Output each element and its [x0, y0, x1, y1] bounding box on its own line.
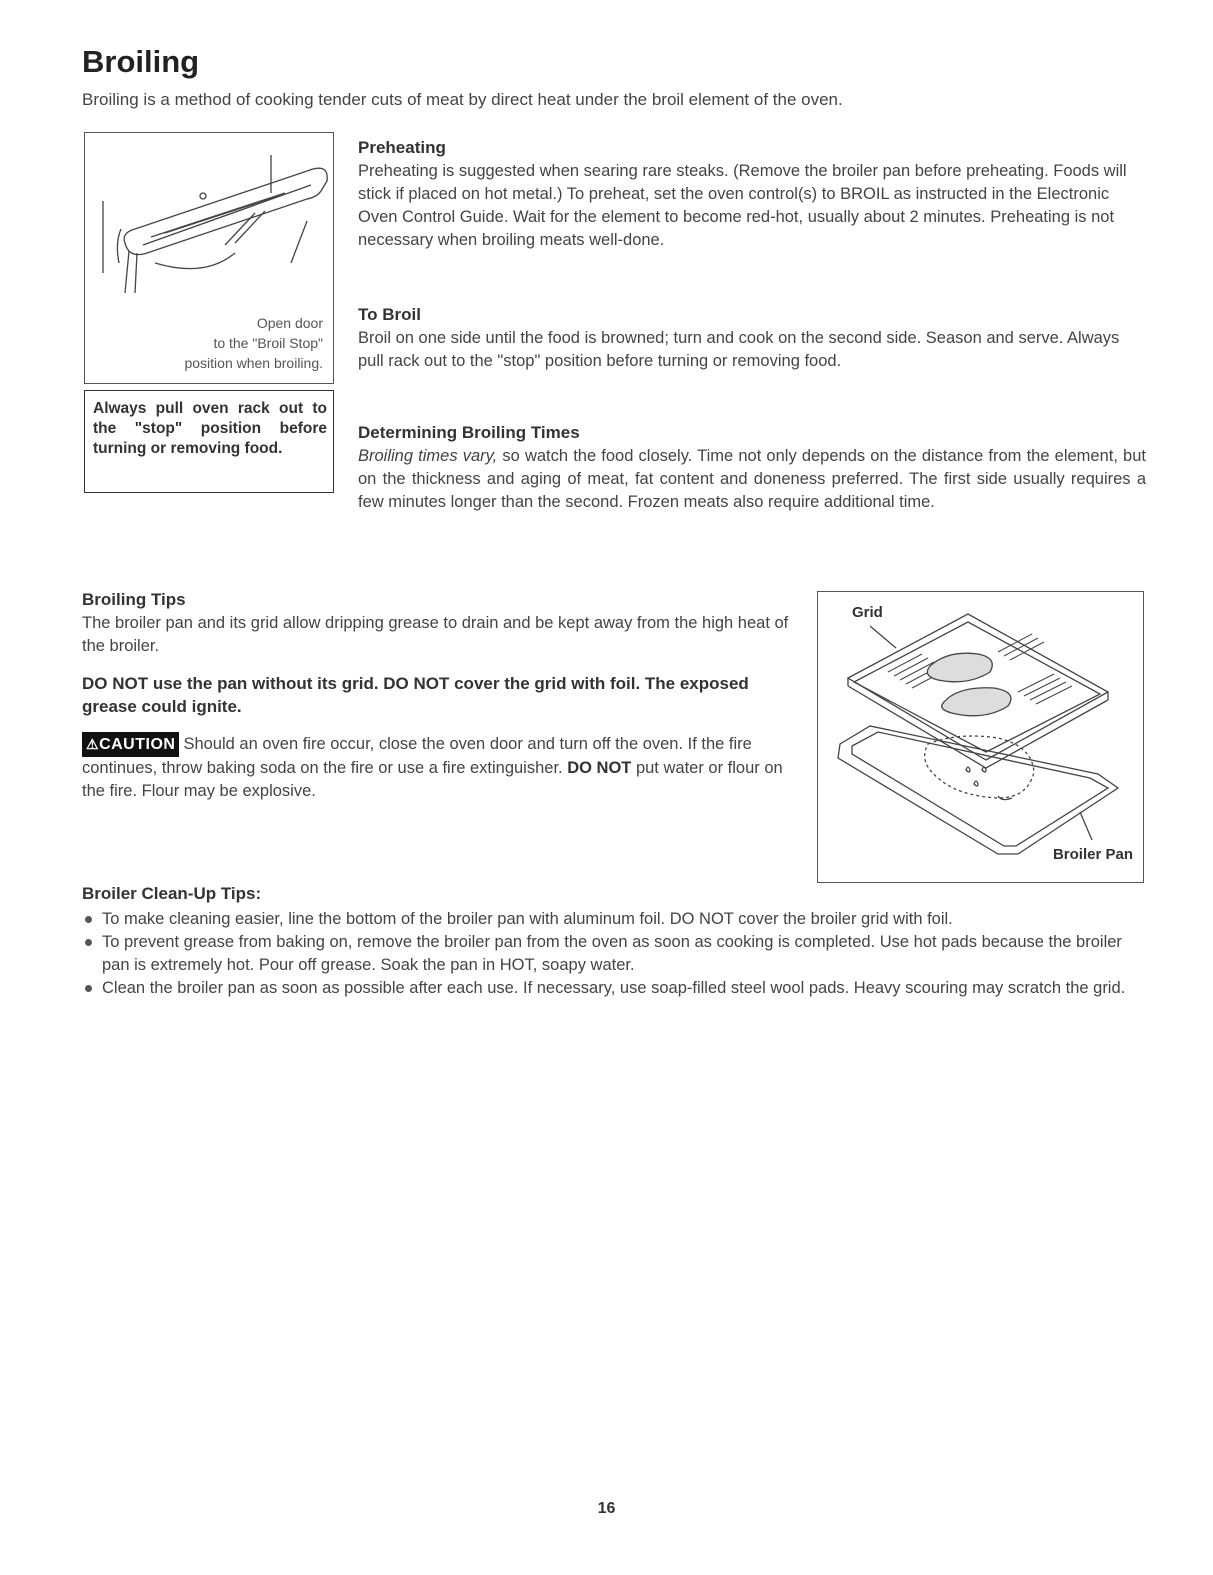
page-title: Broiling — [82, 44, 200, 79]
door-caption-line2: to the "Broil Stop" — [213, 335, 323, 351]
caution-text-2: put water or flour on the fire. Flour may be explosive. — [82, 759, 783, 800]
warning-triangle-icon: ⚠ — [86, 736, 100, 752]
rack-warning-text: Always pull oven rack out to the "stop" position before turning or removing food. — [93, 400, 327, 457]
broiling-tips-section — [82, 590, 794, 803]
page-number: 16 — [597, 1500, 616, 1517]
preheating-heading: Preheating — [358, 138, 446, 157]
broiling-times-heading: Determining Broiling Times — [358, 423, 580, 442]
list-item — [82, 931, 1148, 977]
bullet-icon — [85, 939, 92, 946]
cleanup-heading: Broiler Clean-Up Tips: — [82, 884, 262, 903]
cleanup-section — [82, 884, 1148, 1000]
caution-text-1: Should an oven fire occur, close the oven door and turn off the oven. If the fire continues, throw baking soda on the fire or use a fire extinguisher. — [82, 735, 752, 777]
rack-warning-box — [84, 390, 334, 493]
door-caption-line1: Open door — [256, 315, 323, 331]
intro-text: Broiling is a method of cooking tender cuts of meat by direct heat under the broil element of the oven. — [82, 90, 843, 109]
to-broil-section — [358, 305, 1146, 373]
bullet-icon — [85, 916, 92, 923]
broiling-times-italic: Broiling times vary, — [358, 447, 498, 465]
broiling-times-text — [358, 445, 1146, 514]
cleanup-item-text: To make cleaning easier, line the bottom of the broiler pan with aluminum foil. DO NOT cover the broiler grid with foil. — [102, 910, 953, 928]
door-caption-line3: position when broiling. — [184, 355, 323, 371]
caution-badge — [82, 732, 179, 757]
broiler-pan-figure-box — [817, 591, 1144, 883]
oven-door-illustration — [85, 133, 333, 303]
list-item — [82, 977, 1148, 1000]
broiler-pan-label: Broiler Pan — [1052, 846, 1133, 863]
cleanup-item-text: To prevent grease from baking on, remove the broiler pan from the oven as soon as cooking is completed. Use hot pads because the broiler pan is extremely hot. Pour off grease. Soak the pan in HOT, soapy water. — [102, 933, 1122, 974]
cleanup-item-text: Clean the broiler pan as soon as possible after each use. If necessary, use soap-filled steel wool pads. Heavy scouring may scratch the grid. — [102, 979, 1126, 997]
list-item — [82, 908, 1148, 931]
cleanup-list — [82, 908, 1148, 1000]
broiling-times-body: so watch the food closely. Time not only depends on the distance from the element, but on the thickness and aging of meat, fat content and doneness preferred. The first side usually requires a few minutes longer than the second. Frozen meats also require additional time. — [358, 447, 1146, 511]
preheating-text: Preheating is suggested when searing rare steaks. (Remove the broiler pan before preheating. Foods will stick if placed on hot metal.) To preheat, set the oven control(s) to BROIL as instructed in the Electronic Oven Control Guide. Wait for the element to become red-hot, usually about 2 minutes. Preheating is not necessary when broiling meats well-done. — [358, 162, 1127, 249]
to-broil-heading: To Broil — [358, 305, 421, 324]
preheating-section — [358, 138, 1146, 252]
bullet-icon — [85, 985, 92, 992]
broiler-pan-illustration — [818, 592, 1143, 882]
broiling-tips-text: The broiler pan and its grid allow dripping grease to drain and be kept away from the high heat of the broiler. — [82, 614, 789, 655]
caution-paragraph — [82, 732, 794, 803]
to-broil-text: Broil on one side until the food is browned; turn and cook on the second side. Season and serve. Always pull rack out to the "stop" position before turning or removing food. — [358, 329, 1120, 370]
door-figure-caption — [93, 313, 323, 373]
caution-badge-label: CAUTION — [99, 736, 176, 753]
door-figure-box — [84, 132, 334, 384]
broiling-times-section — [358, 423, 1146, 514]
grid-foil-warning: DO NOT use the pan without its grid. DO NOT cover the grid with foil. The exposed grease could ignite. — [82, 674, 749, 716]
broiling-tips-heading: Broiling Tips — [82, 590, 186, 609]
grid-label: Grid — [852, 604, 883, 621]
caution-do-not: DO NOT — [567, 759, 632, 777]
